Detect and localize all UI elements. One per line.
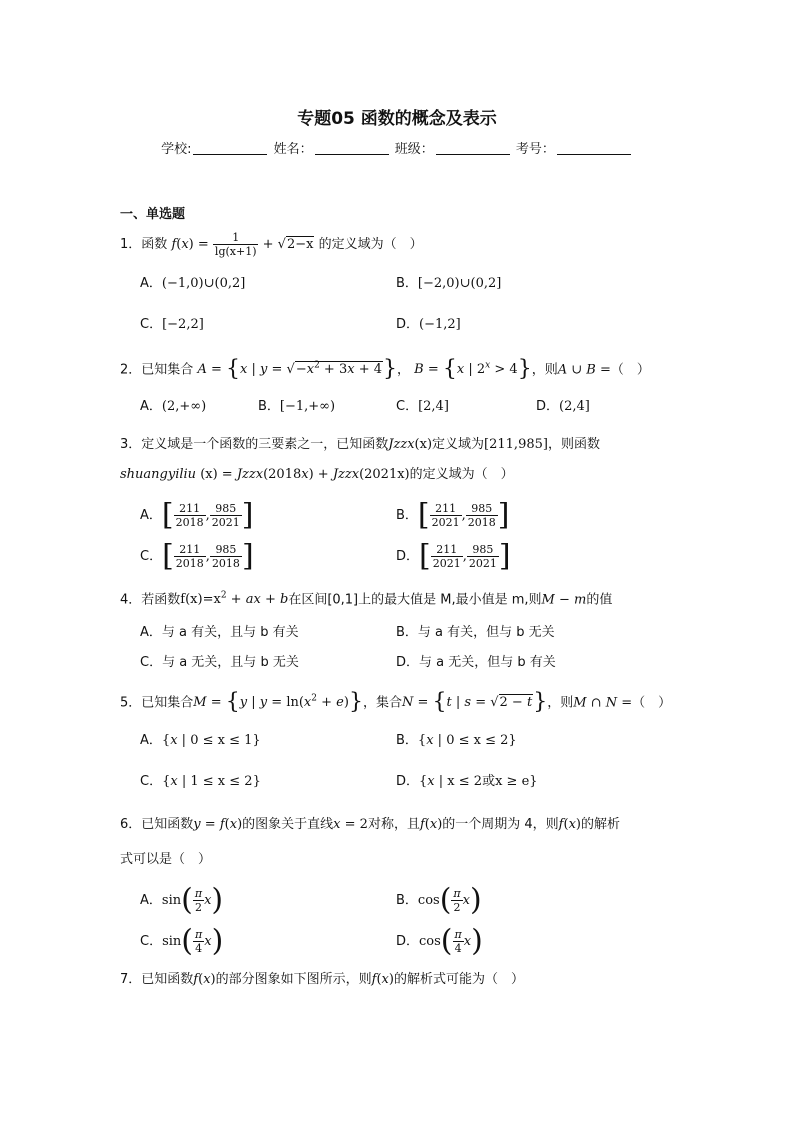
question-3-line2: shuangyiliu (x) = Jzzx(2018x) + Jzzx(2021x)的定义域为（ ） (120, 467, 514, 482)
q5-option-d[interactable]: D．{x | x ≤ 2或x ≥ e} (396, 774, 538, 789)
number-label: 考号： (515, 142, 555, 157)
q2-option-d[interactable]: D．(2,4] (536, 399, 590, 414)
q3-option-c[interactable]: C．[ $\frac{211}{2018}$ , $\frac{985}{2018}$ ] (140, 538, 254, 574)
q6-option-a[interactable]: A．sin( $\frac{\pi}{2}$ x) (140, 882, 224, 918)
q1-text-b: 的定义域为（ ） (318, 237, 423, 252)
school-blank[interactable] (193, 154, 267, 155)
q5-option-c[interactable]: C．{x | 1 ≤ x ≤ 2} (140, 774, 261, 789)
name-label: 姓名： (273, 142, 313, 157)
q6-option-d[interactable]: D．cos( $\frac{\pi}{4}$ x) (396, 923, 483, 959)
q1-option-a[interactable]: A．(−1,0)∪(0,2] (140, 276, 246, 291)
question-5: 5．已知集合M = {y | $y = \ln(x^2 + e)$}，集合N = {t | s = √2 − t}，则M ∩ N =（ ） (120, 689, 672, 715)
question-3: 3．定义域是一个函数的三要素之一，已知函数Jzzx(x)定义域为[211,985]，则函数 (120, 437, 600, 452)
q1-sqrt-arg: 2−x (286, 237, 314, 252)
q1-option-b[interactable]: B．[−2,0)∪(0,2] (396, 276, 502, 291)
q6-option-b[interactable]: B．cos( $\frac{\pi}{2}$ x) (396, 882, 482, 918)
q3-option-d[interactable]: D．[ $\frac{211}{2021}$ , $\frac{985}{2021}$ ] (396, 538, 511, 574)
question-6-line2: 式可以是（ ） (120, 852, 212, 867)
q2-option-a[interactable]: A．(2,+∞) (140, 399, 207, 414)
section-title: 一、单选题 (120, 207, 186, 222)
class-blank[interactable] (436, 154, 510, 155)
question-4: 4．若函数$f(x)=x^2$ + ax + b在区间[0,1]上的最大值是 M,最小值是 m,则M − m的值 (120, 591, 613, 608)
q4-option-b[interactable]: B．与 a 有关，但与 b 无关 (396, 625, 555, 640)
q3-option-b[interactable]: B．[ $\frac{211}{2021}$ , $\frac{985}{2018}$ ] (396, 497, 510, 533)
q1-text-a: 函数 (141, 237, 168, 252)
school-label: 学校: (161, 142, 192, 157)
q4-option-d[interactable]: D．与 a 无关，但与 b 有关 (396, 655, 556, 670)
question-7: 7．已知函数f(x)的部分图象如下图所示，则f(x)的解析式可能为（ ） (120, 972, 524, 987)
question-6: 6．已知函数y = f(x)的图象关于直线x = 2对称，且f(x)的一个周期为 4，则f(x)的解析 (120, 817, 620, 832)
student-info-line (0, 138, 794, 157)
question-2: 2．已知集合 A = {x | $y = √-x^2 + 3x + 4$}， B = {x | $2^x > 4$}，则A ∪ B =（ ） (120, 356, 650, 382)
q1-fraction: $\frac{1}{\lg(x+1)}$ (214, 231, 257, 258)
q5-option-b[interactable]: B．{x | 0 ≤ x ≤ 2} (396, 733, 517, 748)
question-1: 1．函数 f(x) = $\frac{1}{\lg(x+1)}$ + √2−x 的定义域为（ ） (120, 231, 423, 258)
number-blank[interactable] (557, 154, 631, 155)
q2-option-c[interactable]: C．[2,4] (396, 399, 449, 414)
page-title: 专题05 函数的概念及表示 (297, 109, 497, 129)
q3-option-a[interactable]: A．[ $\frac{211}{2018}$ , $\frac{985}{2021}$ ] (140, 497, 254, 533)
name-blank[interactable] (315, 154, 389, 155)
q5-option-a[interactable]: A．{x | 0 ≤ x ≤ 1} (140, 733, 261, 748)
q2-option-b[interactable]: B．[−1,+∞) (258, 399, 336, 414)
class-label: 班级： (394, 142, 434, 157)
q1-option-d[interactable]: D．(−1,2] (396, 317, 461, 332)
q1-number: 1． (120, 237, 142, 252)
q4-option-c[interactable]: C．与 a 无关，且与 b 无关 (140, 655, 299, 670)
q4-option-a[interactable]: A．与 a 有关，且与 b 有关 (140, 625, 299, 640)
q1-option-c[interactable]: C．[−2,2] (140, 317, 204, 332)
q6-option-c[interactable]: C．sin( $\frac{\pi}{4}$ x) (140, 923, 224, 959)
